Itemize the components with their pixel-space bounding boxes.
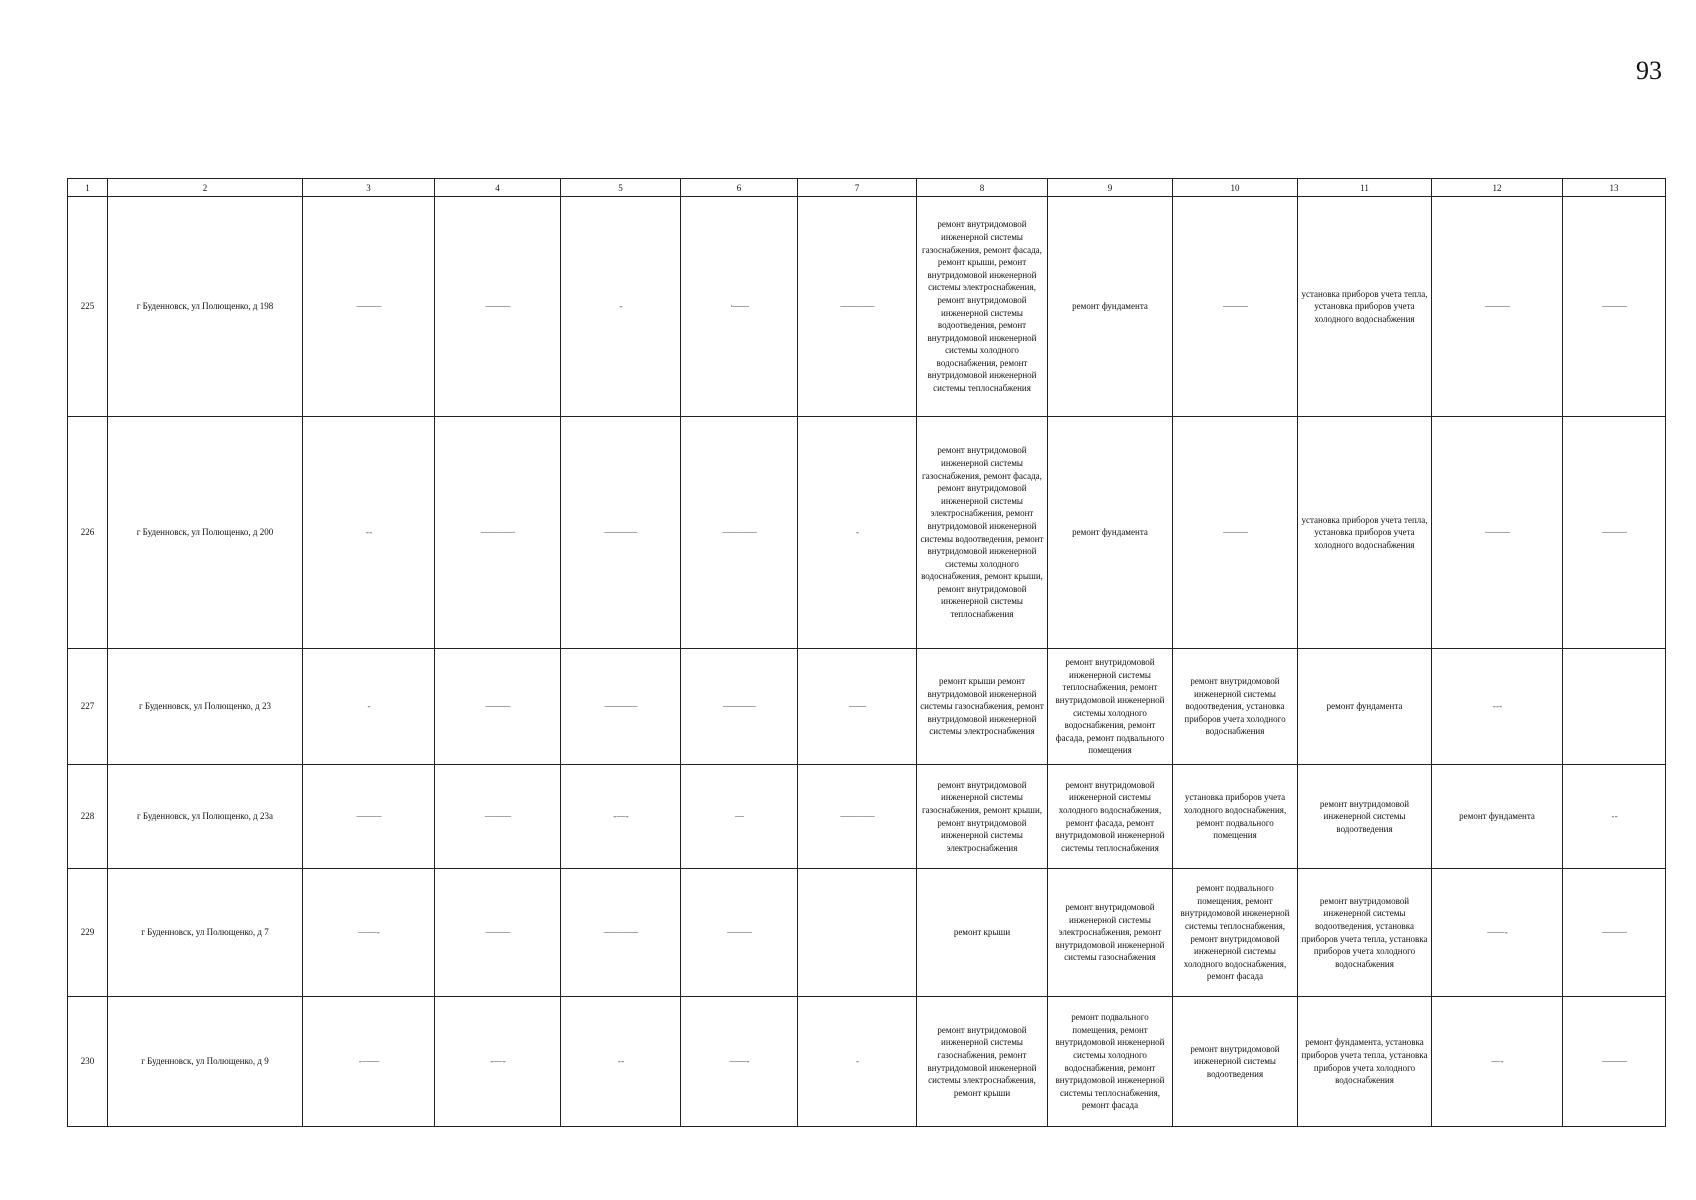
table-row (68, 649, 1666, 765)
column-number: 4 (435, 179, 561, 197)
dash-cell: - - (561, 997, 681, 1127)
address-cell: г Буденновск, ул Полющенко, д 23 (108, 649, 303, 765)
row-number: 230 (68, 997, 108, 1127)
dash-cell: ———— (681, 649, 798, 765)
dash-cell: ——— (435, 869, 561, 997)
work-cell: ремонт внутридомовой инженерной системы газоснабжения, ремонт внутридомовой инженерной системы электроснабжения, ремонт крыши (917, 997, 1048, 1127)
column-number: 11 (1298, 179, 1432, 197)
dash-cell: ——— (303, 197, 435, 417)
dash-cell: - (561, 197, 681, 417)
dash-cell: —— —— (561, 869, 681, 997)
table-row (68, 997, 1666, 1127)
dash-cell: — —— (435, 765, 561, 869)
table-row (68, 869, 1666, 997)
column-number: 2 (108, 179, 303, 197)
dash-cell: - — - (561, 765, 681, 869)
dash-cell: ———— (561, 649, 681, 765)
column-number: 13 (1563, 179, 1666, 197)
repair-schedule-table (67, 178, 1666, 1127)
column-number: 8 (917, 179, 1048, 197)
work-cell: установка приборов учета холодного водоснабжения, ремонт подвального помещения (1173, 765, 1298, 869)
dash-cell: - (798, 417, 917, 649)
row-number: 226 (68, 417, 108, 649)
dash-cell (798, 869, 917, 997)
dash-cell: ·—— (681, 197, 798, 417)
table-row (68, 417, 1666, 649)
address-cell: г Буденновск, ул Полющенко, д 198 (108, 197, 303, 417)
work-cell: ремонт фундамента (1298, 649, 1432, 765)
dash-cell: — (681, 765, 798, 869)
dash-cell: —— - (1432, 869, 1563, 997)
dash-cell: ——— (1432, 417, 1563, 649)
dash-cell: ——— (1563, 417, 1666, 649)
column-number: 10 (1173, 179, 1298, 197)
work-cell: ремонт крыши ремонт внутридомовой инженерной системы газоснабжения, ремонт внутридомовой инженерной системы электроснабжения (917, 649, 1048, 765)
work-cell: ремонт внутридомовой инженерной системы водоотведения, установка приборов учета тепла, установка приборов учета холодного водоснабжения (1298, 869, 1432, 997)
column-number: 5 (561, 179, 681, 197)
address-cell: г Буденновск, ул Полющенко, д 23а (108, 765, 303, 869)
work-cell: установка приборов учета тепла, установка приборов учета холодного водоснабжения (1298, 417, 1432, 649)
dash-cell: —— (798, 649, 917, 765)
work-cell: ремонт внутридомовой инженерной системы водоотведения, установка приборов учета холодного водоснабжения (1173, 649, 1298, 765)
dash-cell: —— —— (435, 417, 561, 649)
address-cell: г Буденновск, ул Полющенко, д 7 (108, 869, 303, 997)
page-number: 93 (1636, 56, 1662, 85)
row-number: 225 (68, 197, 108, 417)
dash-cell: - (798, 997, 917, 1127)
address-cell: г Буденновск, ул Полющенко, д 200 (108, 417, 303, 649)
dash-cell: - - (303, 417, 435, 649)
dash-cell: ——— (1432, 197, 1563, 417)
dash-cell: — - (1432, 997, 1563, 1127)
column-number: 6 (681, 179, 798, 197)
dash-cell: — — - (303, 869, 435, 997)
dash-cell: - - - (1432, 649, 1563, 765)
work-cell: ремонт внутридомовой инженерной системы теплоснабжения, ремонт внутридомовой инженерной системы холодного водоснабжения, ремонт фасада, ремонт подвального помещения (1048, 649, 1173, 765)
table-row (68, 765, 1666, 869)
dash-cell: ——— (681, 869, 798, 997)
row-number: 227 (68, 649, 108, 765)
dash-cell: - - (1563, 765, 1666, 869)
work-cell: ремонт подвального помещения, ремонт внутридомовой инженерной системы холодного водоснабжения, ремонт внутридомовой инженерной системы теплоснабжения, ремонт фасада (1048, 997, 1173, 1127)
dash-cell: —— —— (798, 765, 917, 869)
dash-cell: ——— (1563, 197, 1666, 417)
column-number: 12 (1432, 179, 1563, 197)
dash-cell: ——— (1173, 197, 1298, 417)
column-number-row (68, 179, 1666, 197)
dash-cell: ——— (303, 765, 435, 869)
address-cell: г Буденновск, ул Полющенко, д 9 (108, 997, 303, 1127)
work-cell: ремонт фундамента (1048, 197, 1173, 417)
dash-cell: ———— (561, 417, 681, 649)
table-row (68, 197, 1666, 417)
dash-cell: ——— (1173, 417, 1298, 649)
row-number: 228 (68, 765, 108, 869)
dash-cell: —— —— (798, 197, 917, 417)
work-cell: ремонт внутридомовой инженерной системы электроснабжения, ремонт внутридомовой инженерной системы газоснабжения (1048, 869, 1173, 997)
dash-cell (1563, 649, 1666, 765)
work-cell: ремонт крыши (917, 869, 1048, 997)
work-cell: ремонт внутридомовой инженерной системы водоотведения (1298, 765, 1432, 869)
work-cell: ремонт фундамента (1432, 765, 1563, 869)
work-cell: ремонт фундамента (1048, 417, 1173, 649)
work-cell: ремонт внутридомовой инженерной системы газоснабжения, ремонт фасада, ремонт крыши, ремонт внутридомовой инженерной системы электроснабжения, ремонт внутридомовой инженерной системы водоотведения, ремонт внутридомовой инженерной системы холодного водоснабжения, ремонт внутридомовой инженерной системы теплоснабжения (917, 197, 1048, 417)
dash-cell: —— - (681, 997, 798, 1127)
dash-cell: - — - (435, 997, 561, 1127)
dash-cell: - (303, 649, 435, 765)
column-number: 9 (1048, 179, 1173, 197)
work-cell: ремонт внутридомовой инженерной системы холодного водоснабжения, ремонт фасада, ремонт внутридомовой инженерной системы теплоснабжения (1048, 765, 1173, 869)
dash-cell: —— —— (681, 417, 798, 649)
dash-cell: - —— (303, 997, 435, 1127)
column-number: 1 (68, 179, 108, 197)
dash-cell: ——— (1563, 997, 1666, 1127)
dash-cell: ——— (435, 649, 561, 765)
work-cell: ремонт внутридомовой инженерной системы газоснабжения, ремонт крыши, ремонт внутридомовой инженерной системы электроснабжения (917, 765, 1048, 869)
work-cell: ремонт внутридомовой инженерной системы водоотведения (1173, 997, 1298, 1127)
work-cell: ремонт фундамента, установка приборов учета тепла, установка приборов учета холодного водоснабжения (1298, 997, 1432, 1127)
work-cell: установка приборов учета тепла, установка приборов учета холодного водоснабжения (1298, 197, 1432, 417)
row-number: 229 (68, 869, 108, 997)
work-cell: ремонт подвального помещения, ремонт внутридомовой инженерной системы теплоснабжения, ремонт внутридомовой инженерной системы холодного водоснабжения, ремонт фасада (1173, 869, 1298, 997)
dash-cell: ——— (1563, 869, 1666, 997)
work-cell: ремонт внутридомовой инженерной системы газоснабжения, ремонт фасада, ремонт внутридомовой инженерной системы электроснабжения, ремонт внутридомовой инженерной системы водоотведения, ремонт внутридомовой инженерной системы холодного водоснабжения, ремонт крыши, ремонт внутридомовой инженерной системы теплоснабжения (917, 417, 1048, 649)
column-number: 7 (798, 179, 917, 197)
column-number: 3 (303, 179, 435, 197)
dash-cell: ——— (435, 197, 561, 417)
